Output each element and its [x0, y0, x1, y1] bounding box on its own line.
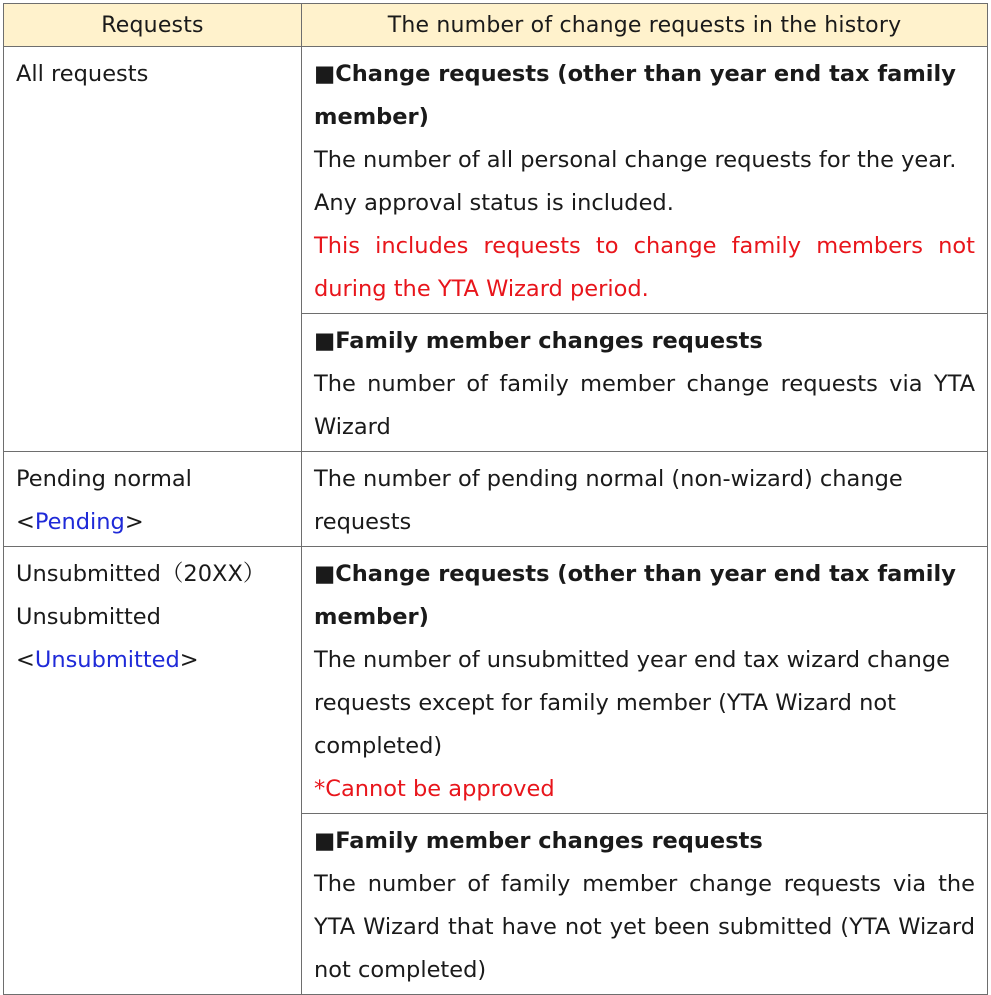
all-change-description: The number of all personal change requests for the year. Any approval status is included. [314, 147, 957, 216]
unsubmitted-family-cell [302, 814, 988, 995]
pending-link-line [16, 501, 289, 544]
unsubmitted-year-label: Unsubmitted（20XX） [16, 561, 266, 587]
pending-label: Pending normal [16, 466, 192, 492]
unsubmitted-link-line [16, 639, 289, 682]
unsubmitted-family-heading: ■Family member changes requests [314, 828, 763, 854]
pending-description: The number of pending normal (non-wizard) change requests [314, 466, 903, 535]
pending-bracket-open: < [16, 509, 35, 535]
header-change-request-count: The number of change requests in the history [302, 4, 988, 47]
request-history-table [3, 3, 988, 995]
table-row-pending [4, 452, 988, 547]
header-requests: Requests [4, 4, 302, 47]
all-family-heading: ■Family member changes requests [314, 328, 763, 354]
all-family-description: The number of family member change requests via YTA Wizard [314, 371, 975, 440]
unsubmitted-change-note: *Cannot be approved [314, 776, 555, 802]
pending-description-cell [302, 452, 988, 547]
all-requests-family-cell [302, 314, 988, 452]
unsubmitted-link[interactable]: Unsubmitted [34, 647, 180, 673]
all-requests-change-cell [302, 47, 988, 314]
table-row-all-requests [4, 47, 988, 314]
table-row-unsubmitted [4, 547, 988, 814]
unsubmitted-family-description: The number of family member change requests via the YTA Wizard that have not yet been submitted (YTA Wizard not completed) [314, 871, 975, 983]
label-cell-all-requests [4, 47, 302, 452]
all-requests-label: All requests [16, 61, 149, 87]
table-header-row [4, 4, 988, 47]
unsubmitted-change-heading: ■Change requests (other than year end tax family member) [314, 561, 956, 630]
label-cell-unsubmitted [4, 547, 302, 995]
all-change-heading: ■Change requests (other than year end tax family member) [314, 61, 956, 130]
label-cell-pending [4, 452, 302, 547]
unsubmitted-bracket-close: > [179, 647, 199, 673]
unsubmitted-bracket-open: < [16, 647, 35, 673]
unsubmitted-change-description: The number of unsubmitted year end tax wizard change requests except for family member (YTA Wizard not completed) [314, 647, 950, 759]
unsubmitted-label: Unsubmitted [16, 604, 161, 630]
pending-bracket-close: > [124, 509, 144, 535]
all-change-note: This includes requests to change family members not during the YTA Wizard period. [314, 233, 975, 302]
unsubmitted-change-cell [302, 547, 988, 814]
pending-link[interactable]: Pending [34, 509, 125, 535]
